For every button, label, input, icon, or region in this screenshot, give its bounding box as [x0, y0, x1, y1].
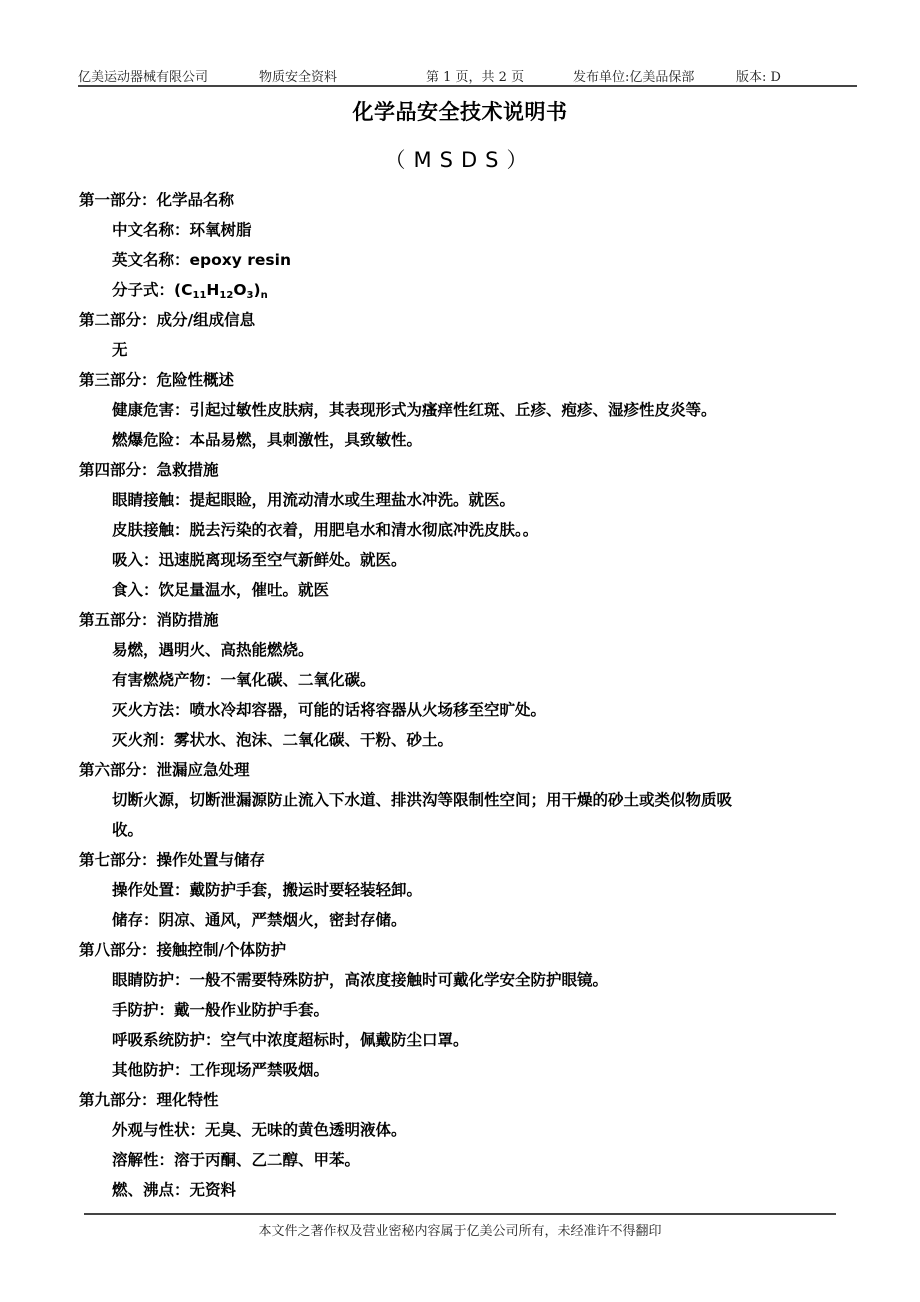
section-item: 易燃，遇明火、高热能燃烧。: [112, 641, 314, 659]
section-item: 中文名称：环氧树脂: [112, 221, 252, 239]
section-item: 溶解性：溶于丙酮、乙二醇、甲苯。: [112, 1151, 361, 1169]
copyright-notice: 本文件之著作权及营业密秘内容属于亿美公司所有，未经准许不得翻印: [258, 1224, 662, 1239]
section-item: 其他防护：工作现场严禁吸烟。: [112, 1061, 330, 1079]
header-page-info: 第 1 页，共 2 页: [426, 70, 525, 85]
section-item: 切断火源，切断泄漏源防止流入下水道、排洪沟等限制性空间；用干燥的砂土或类似物质吸: [112, 791, 733, 809]
section-item: 健康危害：引起过敏性皮肤病，其表现形式为瘙痒性红斑、丘疹、疱疹、湿疹性皮炎等。: [112, 401, 717, 419]
section-item: 灭火剂：雾状水、泡沫、二氧化碳、干粉、砂土。: [112, 731, 454, 749]
section-item: 储存：阴凉、通风，严禁烟火，密封存储。: [112, 911, 407, 929]
page-header: [78, 62, 857, 86]
document-subtitle: （MSDS）: [384, 148, 536, 172]
formula-label: 分子式：: [112, 281, 175, 299]
header-company: 亿美运动器械有限公司: [78, 70, 209, 85]
section-heading: 第五部分：消防措施: [79, 611, 219, 629]
section-item-continuation: 收。: [112, 821, 144, 839]
header-doc-type: 物质安全资料: [259, 70, 338, 85]
section-heading: 第八部分：接触控制/个体防护: [79, 941, 287, 959]
section-heading: 第六部分：泄漏应急处理: [79, 761, 250, 779]
section-item: 无: [112, 341, 128, 359]
section-item: 有害燃烧产物：一氧化碳、二氧化碳。: [112, 671, 376, 689]
section-item: 眼睛防护：一般不需要特殊防护，高浓度接触时可戴化学安全防护眼镜。: [112, 971, 609, 989]
section-item: 吸入：迅速脱离现场至空气新鲜处。就医。: [112, 551, 407, 569]
section-item: 燃爆危险：本品易燃，具刺激性，具致敏性。: [112, 431, 423, 449]
section-item: 呼吸系统防护：空气中浓度超标时，佩戴防尘口罩。: [112, 1031, 469, 1049]
section-heading: 第二部分：成分/组成信息: [79, 311, 256, 329]
section-item: 燃、沸点：无资料: [112, 1181, 237, 1199]
section-item: 英文名称：epoxy resin: [112, 251, 291, 269]
section-heading: 第九部分：理化特性: [79, 1091, 219, 1109]
section-item: 皮肤接触：脱去污染的衣着，用肥皂水和清水彻底冲洗皮肤。。: [112, 521, 539, 539]
section-item: 灭火方法：喷水冷却容器，可能的话将容器从火场移至空旷处。: [112, 701, 547, 719]
molecular-formula: 分子式：$(C_{11}H_{12}O_3)_n$: [112, 281, 268, 301]
section-heading: 第一部分：化学品名称: [79, 191, 235, 209]
section-item: 操作处置：戴防护手套，搬运时要轻装轻卸。: [112, 881, 423, 899]
section-item: 外观与性状：无臭、无味的黄色透明液体。: [112, 1121, 407, 1139]
section-item: 食入：饮足量温水，催吐。就医: [112, 581, 330, 599]
footer-divider: [84, 1213, 836, 1215]
section-item: 眼睛接触：提起眼睑，用流动清水或生理盐水冲洗。就医。: [112, 491, 516, 509]
document-body: [79, 185, 859, 1205]
header-divider: [78, 85, 857, 87]
header-version: 版本: D: [736, 70, 781, 85]
section-item: 手防护：戴一般作业防护手套。: [112, 1001, 330, 1019]
header-publisher: 发布单位:亿美品保部: [573, 70, 695, 85]
document-title: 化学品安全技术说明书: [352, 100, 568, 124]
section-heading: 第三部分：危险性概述: [79, 371, 235, 389]
section-heading: 第七部分：操作处置与储存: [79, 851, 266, 869]
section-heading: 第四部分：急救措施: [79, 461, 219, 479]
